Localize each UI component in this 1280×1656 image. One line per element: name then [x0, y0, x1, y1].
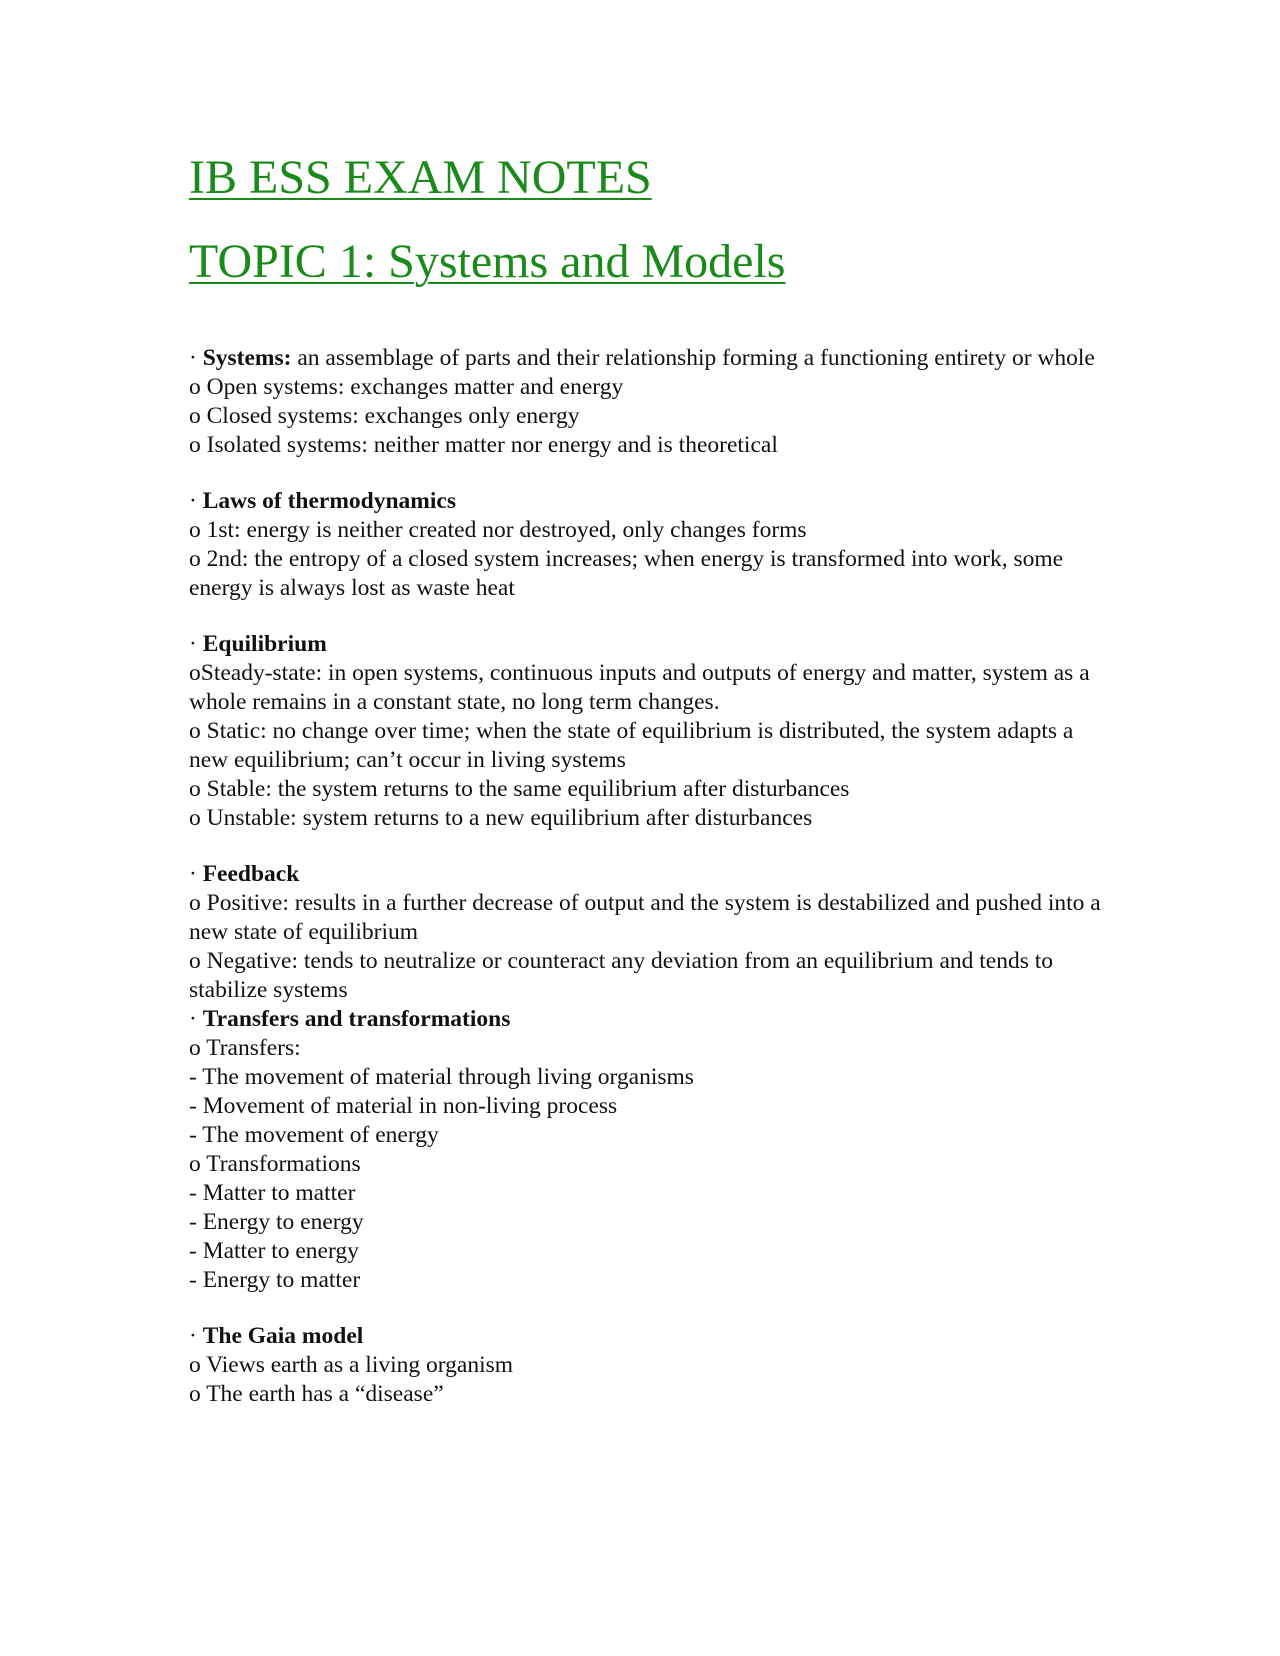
list-item: - Energy to energy [189, 1209, 364, 1235]
list-item: - Matter to matter [189, 1180, 356, 1206]
spacer [189, 460, 1109, 487]
list-item: o Views earth as a living organism [189, 1352, 514, 1378]
list-item: oSteady-state: in open systems, continuous inputs and outputs of energy and matter, system as a whole remains in a constant state, no long term changes. [189, 660, 1090, 715]
document-title: IB ESS EXAM NOTES [189, 151, 652, 204]
systems-heading [189, 344, 1109, 373]
list-item: o Isolated systems: neither matter nor energy and is theoretical [189, 432, 778, 458]
transfers-bullet: · [189, 1006, 203, 1032]
transfers-heading [189, 1005, 1109, 1034]
document-page [189, 150, 1109, 1409]
list-item: - The movement of energy [189, 1122, 439, 1148]
list-item: o Static: no change over time; when the state of equilibrium is distributed, the system adapts a new equilibrium; can’t occur in living systems [189, 718, 1074, 773]
list-item: o Negative: tends to neutralize or counteract any deviation from an equilibrium and tends to stabilize systems [189, 948, 1054, 1003]
gaia-heading-label: The Gaia model [202, 1323, 364, 1349]
list-item: - The movement of material through living organisms [189, 1064, 694, 1090]
feedback-bullet: · [189, 861, 203, 887]
thermo-heading [189, 487, 1109, 516]
equilibrium-bullet: · [189, 631, 203, 657]
systems-heading-label: Systems: [202, 345, 292, 371]
list-item: o Stable: the system returns to the same equilibrium after disturbances [189, 776, 850, 802]
list-item: o Transfers: [189, 1035, 301, 1061]
systems-definition: an assemblage of parts and their relationship forming a functioning entirety or whole [291, 345, 1095, 371]
list-item: - Matter to energy [189, 1238, 359, 1264]
thermo-heading-label: Laws of thermodynamics [202, 488, 456, 514]
list-item: - Movement of material in non-living process [189, 1093, 618, 1119]
spacer [189, 1295, 1109, 1322]
spacer [189, 603, 1109, 630]
transfers-heading-label: Transfers and transformations [202, 1006, 511, 1032]
list-item: - Energy to matter [189, 1267, 361, 1293]
list-item: o Unstable: system returns to a new equilibrium after disturbances [189, 805, 813, 831]
equilibrium-heading [189, 630, 1109, 659]
gaia-heading [189, 1322, 1109, 1351]
topic-title: TOPIC 1: Systems and Models [189, 235, 786, 288]
list-item: o Open systems: exchanges matter and energy [189, 374, 624, 400]
list-item: o Positive: results in a further decrease of output and the system is destabilized and pushed into a new state of equilibrium [189, 890, 1101, 945]
thermo-bullet: · [189, 488, 203, 514]
list-item: o Closed systems: exchanges only energy [189, 403, 580, 429]
list-item: o Transformations [189, 1151, 361, 1177]
list-item: o The earth has a “disease” [189, 1381, 444, 1407]
feedback-heading-label: Feedback [202, 861, 300, 887]
list-item: o 2nd: the entropy of a closed system increases; when energy is transformed into work, some energy is always lost as waste heat [189, 546, 1064, 601]
spacer [189, 833, 1109, 860]
gaia-bullet: · [189, 1323, 203, 1349]
systems-bullet: · [189, 345, 203, 371]
notes-body [189, 344, 1109, 1409]
equilibrium-heading-label: Equilibrium [202, 631, 327, 657]
feedback-heading [189, 860, 1109, 889]
list-item: o 1st: energy is neither created nor destroyed, only changes forms [189, 517, 807, 543]
